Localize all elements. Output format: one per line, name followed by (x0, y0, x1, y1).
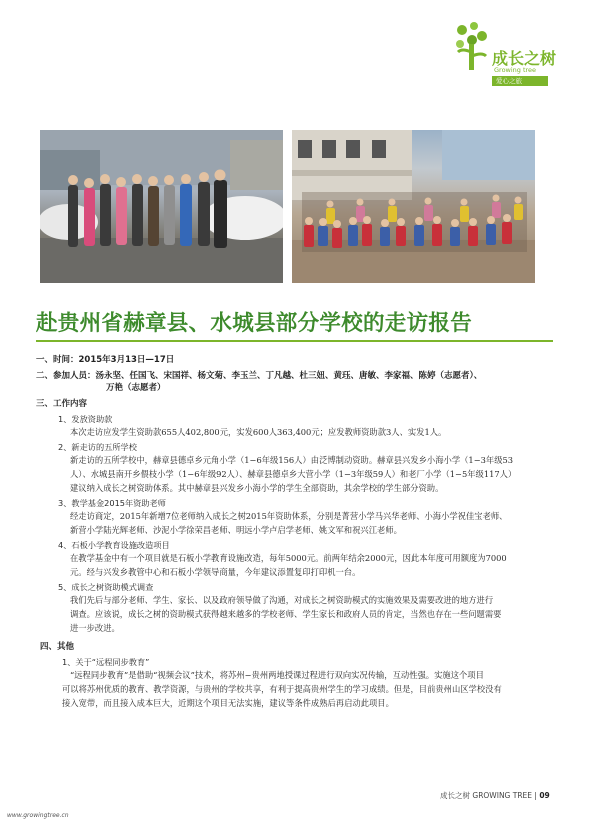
item-3-text-2: 新营小学陆光辉老师、沙泥小学徐荣昌老师、明远小学卢启学老师、姚文军和祝兴江老师。 (70, 525, 402, 535)
item-3-text-1: 经走访商定，2015年新增7位老师纳入成长之树2015年资助体系，分别是菁营小学马兴华老师、小海小学祝佳宝老师、 (70, 511, 508, 521)
photo-left-scene (40, 130, 283, 283)
item-3-heading: 3、教学基金2015年资助老师 (58, 498, 166, 508)
website-url[interactable]: www.growingtree.cn (7, 812, 69, 819)
item-5-heading: 5、成长之树资助模式调查 (58, 582, 154, 592)
section-work: 三、工作内容 (36, 399, 88, 409)
item-2-heading: 2、新走访的五所学校 (58, 442, 137, 452)
tree-icon (452, 22, 492, 74)
other-1-text-2: 可以将苏州优质的教育、教学资源，与贵州的学校共享，有利于提高贵州学生的学习成绩。但是，目前贵州山区学校没有 (62, 684, 502, 694)
logo-title: 成长之树 (492, 49, 557, 68)
page-footer (440, 790, 550, 801)
item-2-text-1: 新走访的五所学校中，赫章县德卓乡元角小学（1−6年级156人）由泛博制动资助。赫章县兴发乡小海小学（1−3年级53 (70, 455, 514, 465)
photo-students-in-schoolyard (292, 130, 535, 283)
item-5-text-1: 我们先后与部分老师、学生、家长、以及政府领导做了沟通，对成长之树资助模式的实施效果及需要改进的地方进行 (70, 595, 494, 605)
logo-english: Growing tree (494, 66, 537, 74)
item-1-text: 本次走访应发学生资助款655人402,800元，实发600人363,400元；应发教师资助款3人、实发1人。 (70, 427, 447, 437)
title-divider (36, 340, 553, 342)
section-other: 四、其他 (40, 642, 75, 652)
report-title: 赴贵州省赫章县、水城县部分学校的走访报告 (36, 311, 473, 336)
item-4-text-2: 元。经与兴发乡教管中心和石板小学领导商量，今年建议添置复印打印机一台。 (70, 567, 361, 577)
item-2-text-2: 人）、水城县南开乡偎枝小学（1−6年级92人）、赫章县德卓乡大营小学（1−3年级59人）和老厂小学（1−5年级117人） (70, 469, 517, 479)
item-5-text-3: 进一步改进。 (70, 623, 120, 633)
logo-tagline: 爱心之旅 (492, 76, 548, 86)
page-number: 09 (539, 791, 550, 800)
section-time: 一、时间：2015年3月13日—17日 (36, 355, 175, 365)
item-4-text-1: 在教学基金中有一个项目就是石板小学教育设施改造，每年5000元。前两年结余2000元，因此本年度可用额度为7000 (70, 553, 507, 563)
item-2-text-3: 建议纳入成长之树资助体系。其中赫章县兴发乡小海小学的学生全部资助，其余学校的学生部分资助。 (70, 483, 444, 493)
item-1-heading: 1、发放资助款 (58, 414, 113, 424)
other-1-heading: 1、关于“远程同步教育” (62, 657, 150, 667)
item-5-text-2: 调查。应该说，成长之树的资助模式获得越来越多的学校老师、学生家长和政府人员的肯定，当然也存在一些问题需要 (70, 609, 502, 619)
section-members-cont: 万艳（志愿者） (106, 383, 166, 393)
other-1-text-3: 接入宽带，而且接入成本巨大，近期这个项目无法实施，建议等条件成熟后再启动此项目。 (62, 698, 394, 708)
footer-separator: | (534, 791, 540, 800)
growing-tree-logo (448, 18, 558, 90)
item-4-heading: 4、石板小学教育设施改造项目 (58, 540, 170, 550)
section-members: 二、参加人员：汤永坚、任国飞、宋国祥、杨文菊、李玉兰、丁凡越、杜三妞、黄珏、唐敏、李家福、陈婷（志愿者）、 (36, 371, 483, 381)
footer-text: 成长之树 GROWING TREE (440, 791, 533, 800)
other-1-text-1: “远程同步教育”是借助“视频会议”技术，将苏州−贵州两地授课过程进行双向实况传输，互动性强。实施这个项目 (70, 670, 484, 680)
photo-right-scene (292, 130, 535, 283)
photo-group-with-cars (40, 130, 283, 283)
